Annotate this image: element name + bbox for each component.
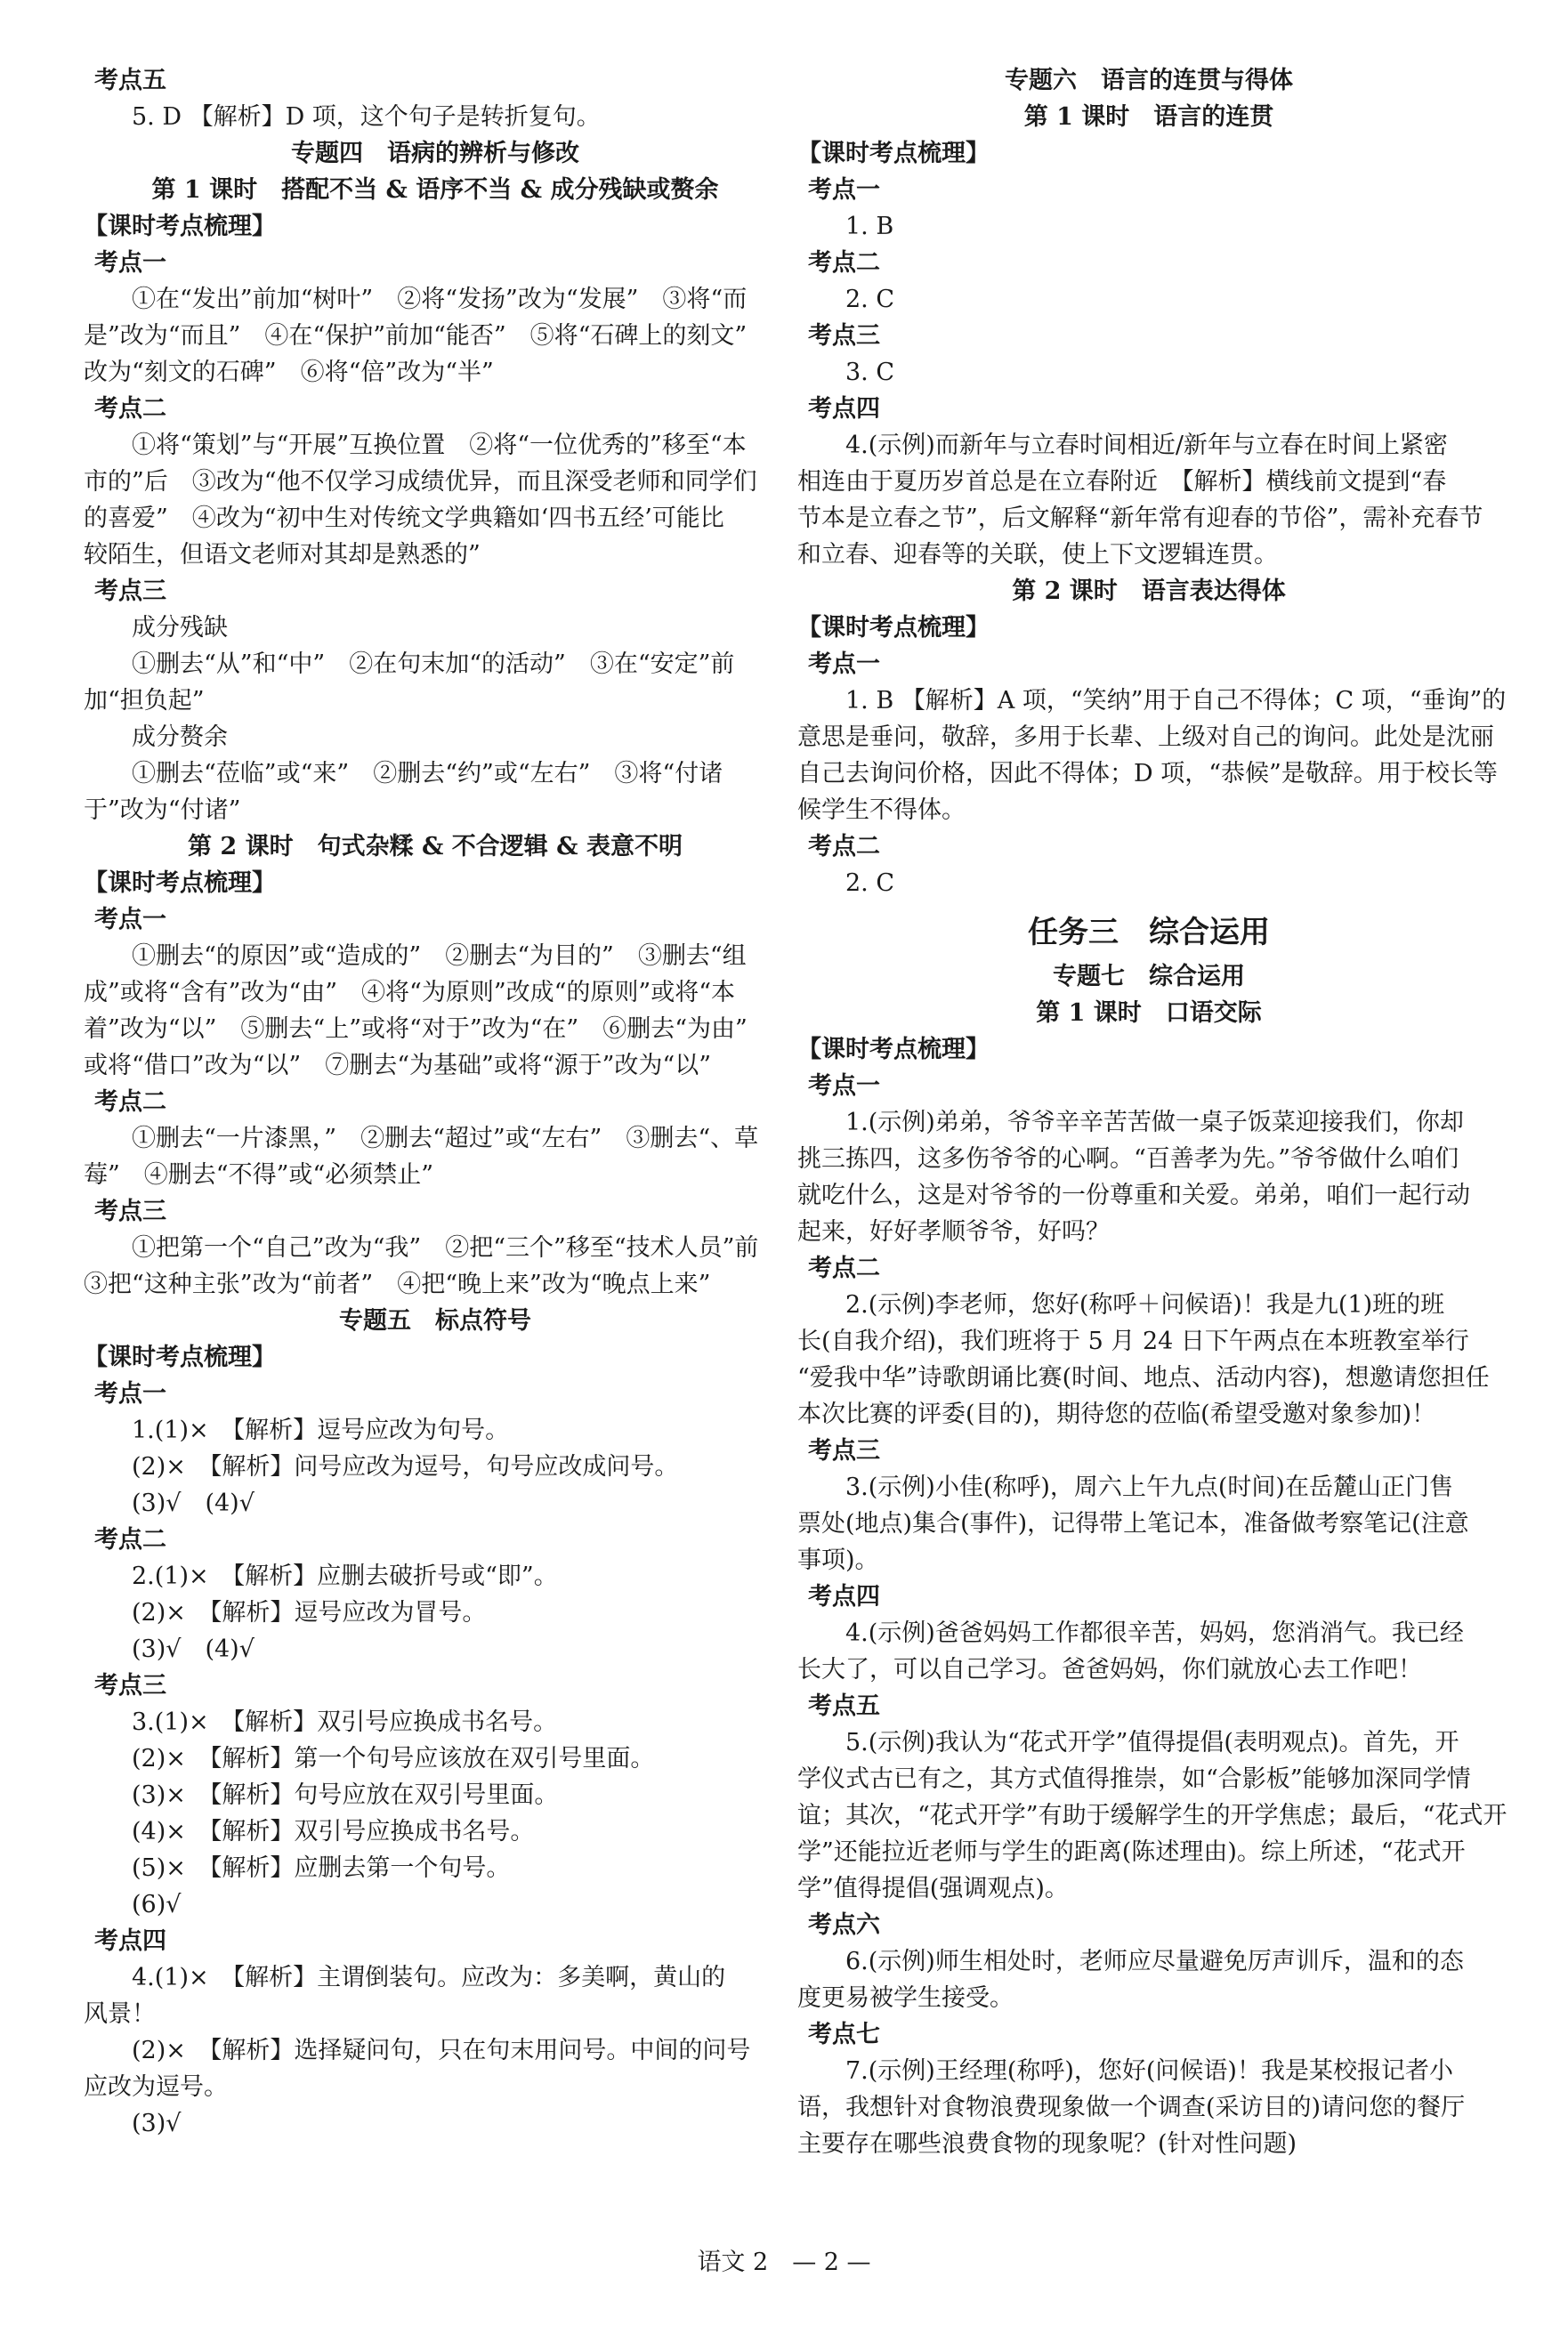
paragraph-line: (2)× 【解析】问号应改为逗号，句号应改成问号。 (132, 1453, 679, 1481)
point-heading: 考点一 (808, 650, 880, 678)
paragraph-line: 长(自我介绍)，我们班将于 5 月 24 日下午两点在本班教室举行 (797, 1328, 1469, 1355)
paragraph-line: 意思是垂问，敬辞，多用于长辈、上级对自己的询问。此处是沈丽 (797, 723, 1494, 751)
point-heading: 考点二 (808, 1255, 880, 1282)
point-heading: 考点四 (94, 1927, 166, 1955)
paragraph-line: 3. C (845, 359, 895, 386)
paragraph-line: 4.(1)× 【解析】主谓倒装句。应改为：多美啊，黄山的 (132, 1964, 726, 1991)
section-title: 专题五 标点符号 (339, 1307, 531, 1335)
point-heading: 考点二 (94, 1526, 166, 1554)
section-tag: 【课时考点梳理】 (84, 213, 276, 240)
paragraph-line: 应改为逗号。 (84, 2073, 228, 2101)
paragraph-line: (3)× 【解析】句号应放在双引号里面。 (132, 1781, 559, 1809)
paragraph-line: 着”改为“以” ⑤删去“上”或将“对于”改为“在” ⑥删去“为由” (84, 1015, 748, 1043)
right-column (797, 62, 1507, 2162)
task-title: 任务三 综合运用 (1028, 915, 1270, 950)
paragraph-line: 4.(示例)而新年与立春时间相近/新年与立春在时间上紧密 (845, 432, 1448, 459)
paragraph-line: ①删去“的原因”或“造成的” ②删去“为目的” ③删去“组 (132, 942, 747, 970)
paragraph-line: 起来，好好孝顺爷爷，好吗？ (797, 1218, 1110, 1246)
point-heading: 考点三 (808, 322, 880, 350)
paragraph-line: ③把“这种主张”改为“前者” ④把“晚上来”改为“晚点上来” (84, 1271, 711, 1298)
paragraph-line: 自己去询问价格，因此不得体；D 项，“恭候”是敬辞。用于校长等 (797, 760, 1498, 787)
point-heading: 考点三 (94, 1672, 166, 1700)
point-heading: 考点五 (94, 67, 166, 94)
paragraph-line: ①删去“从”和“中” ②在句末加“的活动” ③在“安定”前 (132, 650, 735, 678)
paragraph-line: 本次比赛的评委(目的)，期待您的莅临(希望受邀对象参加)！ (797, 1401, 1436, 1428)
page-footer: 语文 2 — 2 — (697, 2249, 871, 2276)
paragraph-line: ①删去“莅临”或“来” ②删去“约”或“左右” ③将“付诸 (132, 760, 723, 787)
point-heading: 考点二 (808, 249, 880, 277)
section-tag: 【课时考点梳理】 (797, 1036, 990, 1063)
paragraph-line: (6)√ (132, 1891, 182, 1918)
paragraph-line: (3)√ (132, 2110, 182, 2137)
paragraph-line: ①在“发出”前加“树叶” ②将“发扬”改为“发展” ③将“而 (132, 286, 748, 313)
lesson-title: 第 1 课时 搭配不当 & 语序不当 & 成分残缺或赘余 (151, 176, 719, 204)
paragraph-line: 候学生不得体。 (797, 796, 966, 824)
lesson-title: 第 1 课时 口语交际 (1036, 999, 1262, 1027)
point-heading: 考点二 (94, 395, 166, 423)
left-column (84, 62, 787, 2142)
paragraph-line: 成”或将“含有”改为“由” ④将“为原则”改成“的原则”或将“本 (84, 979, 736, 1006)
section-title: 专题四 语病的辨析与修改 (291, 140, 579, 167)
paragraph-line: “爱我中华”诗歌朗诵比赛(时间、地点、活动内容)，想邀请您担任 (797, 1364, 1490, 1392)
paragraph-line: (3)√ (4)√ (132, 1635, 255, 1663)
point-heading: 考点一 (94, 906, 166, 933)
paragraph-line: 7.(示例)王经理(称呼)，您好(问候语)！我是某校报记者小 (845, 2057, 1453, 2085)
paragraph-line: 1. B (845, 213, 894, 240)
point-heading: 考点七 (808, 2021, 880, 2048)
paragraph-line: 长大了，可以自己学习。爸爸妈妈，你们就放心去工作吧！ (797, 1656, 1422, 1684)
paragraph-line: 成分赘余 (132, 723, 228, 751)
paragraph-line: 1.(示例)弟弟，爷爷辛辛苦苦做一桌子饭菜迎接我们，你却 (845, 1109, 1464, 1136)
lesson-title: 第 1 课时 语言的连贯 (1023, 103, 1274, 131)
paragraph-line: 风景！ (84, 2000, 156, 2028)
paragraph-line: 学仪式古已有之，其方式值得推崇，如“合影板”能够加深同学情 (797, 1765, 1471, 1793)
paragraph-line: 5.(示例)我认为“花式开学”值得提倡(表明观点)。首先，开 (845, 1729, 1459, 1756)
paragraph-line: 学”值得提倡(强调观点)。 (797, 1875, 1069, 1902)
paragraph-line: (4)× 【解析】双引号应换成书名号。 (132, 1818, 535, 1845)
paragraph-line: ①删去“一片漆黑，” ②删去“超过”或“左右” ③删去“、草 (132, 1125, 759, 1152)
paragraph-line: ①把第一个“自己”改为“我” ②把“三个”移至“技术人员”前 (132, 1234, 759, 1262)
lesson-title: 第 2 课时 语言表达得体 (1012, 577, 1286, 605)
paragraph-line: 2. C (845, 286, 895, 313)
paragraph-line: 6.(示例)师生相处时，老师应尽量避免厉声训斥，温和的态 (845, 1948, 1464, 1975)
paragraph-line: 莓” ④删去“不得”或“必须禁止” (84, 1161, 434, 1189)
paragraph-line: (2)× 【解析】逗号应改为冒号。 (132, 1599, 487, 1627)
point-heading: 考点一 (808, 176, 880, 204)
paragraph-line: 2.(1)× 【解析】应删去破折号或“即”。 (132, 1563, 558, 1590)
paragraph-line: 和立春、迎春等的关联，使上下文逻辑连贯。 (797, 541, 1278, 569)
paragraph-line: 相连由于夏历岁首总是在立春附近 【解析】横线前文提到“春 (797, 468, 1447, 496)
section-title: 专题六 语言的连贯与得体 (1005, 67, 1293, 94)
point-heading: 考点四 (808, 1583, 880, 1611)
paragraph-line: 成分残缺 (132, 614, 228, 642)
paragraph-line: 学”还能拉近老师与学生的距离(陈述理由)。综上所述，“花式开 (797, 1838, 1466, 1866)
paragraph-line: 是”改为“而且” ④在“保护”前加“能否” ⑤将“石碑上的刻文” (84, 322, 748, 350)
paragraph-line: (5)× 【解析】应删去第一个句号。 (132, 1854, 511, 1882)
point-heading: 考点二 (808, 833, 880, 860)
point-heading: 考点五 (808, 1692, 880, 1720)
paragraph-line: 或将“借口”改为“以” ⑦删去“为基础”或将“源于”改为“以” (84, 1052, 712, 1079)
paragraph-line: ①将“策划”与“开展”互换位置 ②将“一位优秀的”移至“本 (132, 432, 747, 459)
paragraph-line: 的喜爱” ④改为“初中生对传统文学典籍如‘四书五经’可能比 (84, 505, 724, 532)
point-heading: 考点四 (808, 395, 880, 423)
paragraph-line: 市的”后 ③改为“他不仅学习成绩优异，而且深受老师和同学们 (84, 468, 757, 496)
point-heading: 考点六 (808, 1911, 880, 1939)
paragraph-line: 3.(示例)小佳(称呼)，周六上午九点(时间)在岳麓山正门售 (845, 1474, 1453, 1501)
paragraph-line: 语，我想针对食物浪费现象做一个调查(采访目的)请问您的餐厅 (797, 2094, 1466, 2121)
paragraph-line: (2)× 【解析】选择疑问句，只在句末用问号。中间的问号 (132, 2037, 751, 2064)
paragraph-line: 较陌生，但语文老师对其却是熟悉的” (84, 541, 481, 569)
point-heading: 考点三 (94, 577, 166, 605)
paragraph-line: (2)× 【解析】第一个句号应该放在双引号里面。 (132, 1745, 655, 1773)
paragraph-line: (3)√ (4)√ (132, 1490, 255, 1517)
paragraph-line: 4.(示例)爸爸妈妈工作都很辛苦，妈妈，您消消气。我已经 (845, 1619, 1464, 1647)
paragraph-line: 5. D 【解析】D 项，这个句子是转折复句。 (132, 103, 601, 131)
paragraph-line: 于”改为“付诸” (84, 796, 241, 824)
point-heading: 考点一 (94, 1380, 166, 1408)
paragraph-line: 2. C (845, 869, 895, 897)
paragraph-line: 1. B 【解析】A 项，“笑纳”用于自己不得体；C 项，“垂询”的 (845, 687, 1507, 715)
paragraph-line: 主要存在哪些浪费食物的现象呢？(针对性问题) (797, 2130, 1297, 2158)
paragraph-line: 加“担负起” (84, 687, 205, 715)
paragraph-line: 2.(示例)李老师，您好(称呼＋问候语)！我是九(1)班的班 (845, 1291, 1445, 1319)
point-heading: 考点一 (94, 249, 166, 277)
section-tag: 【课时考点梳理】 (797, 140, 990, 167)
point-heading: 考点三 (808, 1437, 880, 1465)
paragraph-line: 改为“刻文的石碑” ⑥将“倍”改为“半” (84, 359, 494, 386)
paragraph-line: 1.(1)× 【解析】逗号应改为句号。 (132, 1417, 510, 1444)
paragraph-line: 度更易被学生接受。 (797, 1984, 1014, 2012)
paragraph-line: 节本是立春之节”，后文解释“新年常有迎春的节俗”，需补充春节 (797, 505, 1483, 532)
paragraph-line: 事项)。 (797, 1546, 879, 1574)
paragraph-line: 3.(1)× 【解析】双引号应换成书名号。 (132, 1708, 558, 1736)
section-tag: 【课时考点梳理】 (797, 614, 990, 642)
paragraph-line: 就吃什么，这是对爷爷的一份尊重和关爱。弟弟，咱们一起行动 (797, 1182, 1470, 1209)
paragraph-line: 谊；其次，“花式开学”有助于缓解学生的开学焦虑；最后，“花式开 (797, 1802, 1507, 1829)
point-heading: 考点三 (94, 1198, 166, 1225)
section-tag: 【课时考点梳理】 (84, 869, 276, 897)
point-heading: 考点一 (808, 1072, 880, 1100)
section-tag: 【课时考点梳理】 (84, 1344, 276, 1371)
paragraph-line: 票处(地点)集合(事件)，记得带上笔记本，准备做考察笔记(注意 (797, 1510, 1469, 1538)
lesson-title: 第 2 课时 句式杂糅 & 不合逻辑 & 表意不明 (188, 833, 683, 860)
paragraph-line: 挑三拣四，这多伤爷爷的心啊。“百善孝为先。”爷爷做什么咱们 (797, 1145, 1459, 1173)
section-title: 专题七 综合运用 (1053, 963, 1245, 990)
point-heading: 考点二 (94, 1088, 166, 1116)
